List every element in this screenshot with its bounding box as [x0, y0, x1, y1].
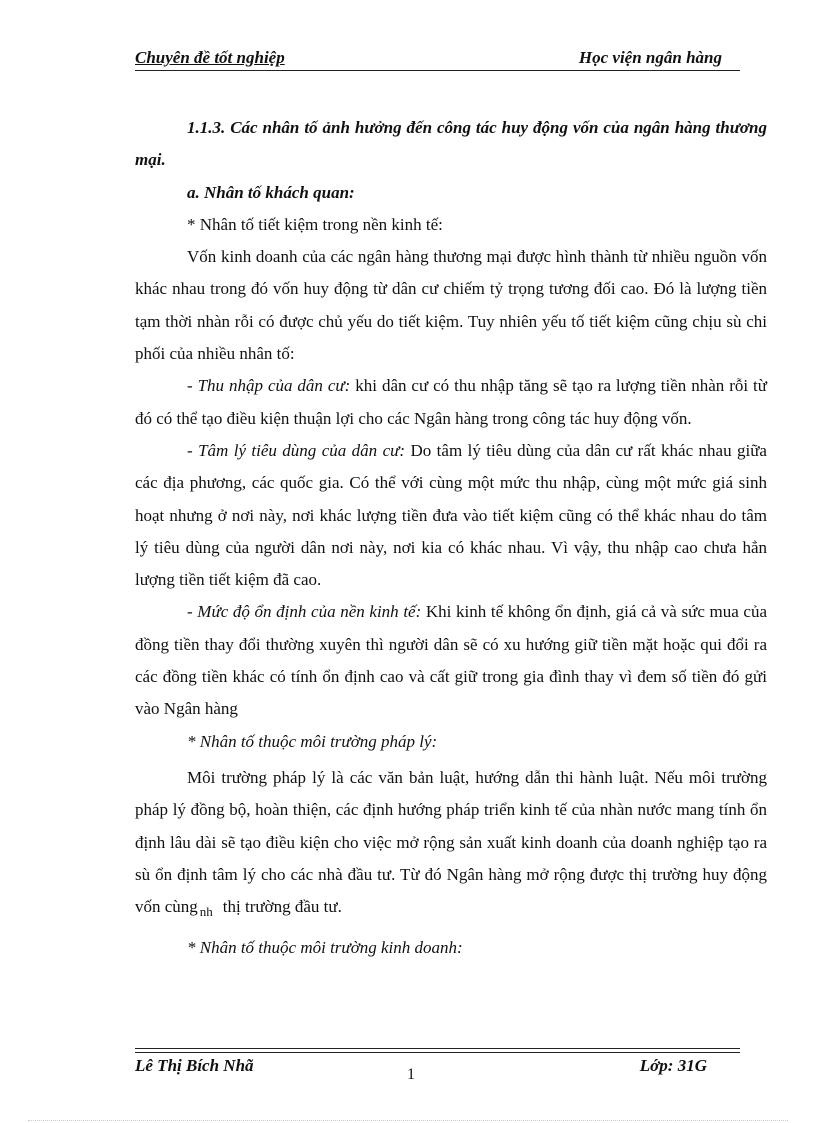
paragraph-consumption-psychology — [135, 435, 767, 596]
page-header — [135, 48, 740, 74]
factor-title-savings: * Nhân tố tiết kiệm trong nền kinh tế: — [187, 214, 443, 234]
label-income: - Thu nhập của dân cư: — [187, 376, 351, 396]
text-income: khi dân cư có thu nhập tăng sẽ tạo ra lượng tiền nhàn rỗi từ đó có thể tạo điều kiện thuận lợi cho các Ngân hàng trong công tác huy động vốn. — [135, 376, 767, 428]
paragraph-legal — [135, 762, 767, 928]
label-economic-stability: - Mức độ ổn định của nền kinh tế: — [187, 602, 422, 622]
text-legal-fragment: nh — [199, 904, 213, 920]
footer-double-rule — [135, 1048, 740, 1053]
text-legal-a: Môi trường pháp lý là các văn bản luật, hướng dẫn thi hành luật. Nếu môi trường pháp lý đồng bộ, hoàn thiện, các định hướng pháp triển kinh tế của nhàn nước mang tính ổn định lâu dài sẽ tạo điều kiện cho việc mở rộng sản xuất kinh doanh của doanh nghiệp tạo ra sù ổn định tâm lý cho các nhà đầu tư. Từ đó Ngân hàng mở rộng được thị trường huy động vốn cùng — [135, 767, 767, 917]
factor-title-legal: * Nhân tố thuộc môi trường pháp lý: — [187, 731, 438, 751]
document-body — [135, 112, 767, 965]
page-footer — [135, 1048, 740, 1088]
text-consumption-psychology: Do tâm lý tiêu dùng của dân cư rất khác nhau giữa các địa phương, các quốc gia. Có thể với cùng một mức thu nhập, cùng một mức giá sinh hoạt nhưng ở nơi này, nơi khác lượng tiền đưa vào tiết kiệm cũng có thể khác nhau do tâm lý tiêu dùng của người dân nơi này, nơi kia có khác nhau. Vì vậy, thu nhập cao chưa hẳn lượng tiền tiết kiệm đã cao. — [135, 440, 767, 590]
text-economic-stability: Khi kinh tế không ổn định, giá cả và sức mua của đồng tiền thay đổi thường xuyên thì người dân sẽ có xu hướng giữ tiền mặt hoặc qui đổi ra các đồng tiền khác có tính ổn định cao và cất giữ trong gia đình thay vì đem số tiền đó gửi vào Ngân hàng — [135, 602, 767, 719]
footer-class: Lớp: 31G — [639, 1056, 707, 1075]
header-thesis-title: Chuyên đề tốt nghiệp — [135, 48, 285, 67]
footer-author: Lê Thị Bích Nhã — [135, 1056, 254, 1075]
page-bottom-divider — [28, 1120, 788, 1121]
page-number: 1 — [407, 1066, 415, 1083]
label-consumption-psychology: - Tâm lý tiêu dùng của dân cư: — [187, 440, 406, 460]
paragraph-income — [135, 370, 767, 435]
section-heading: 1.1.3. Các nhân tố ảnh hưởng đến công tác huy động vốn của ngân hàng thương mại. — [135, 118, 767, 170]
paragraph-economic-stability — [135, 596, 767, 725]
factor-title-business: * Nhân tố thuộc môi trường kinh doanh: — [187, 938, 463, 958]
text-legal-b: thị trường đầu tư. — [222, 897, 342, 917]
header-rule — [135, 70, 740, 71]
subsection-heading: a. Nhân tố khách quan: — [187, 182, 355, 202]
paragraph-savings: Vốn kinh doanh của các ngân hàng thương mại được hình thành từ nhiều nguồn vốn khác nhau trong đó vốn huy động từ dân cư chiếm tỷ trọng tương đối cao. Đó là lượng tiền tạm thời nhàn rỗi có được chủ yếu do tiết kiệm. Tuy nhiên yếu tố tiết kiệm cũng chịu sù chi phối của nhiều nhân tố: — [135, 247, 767, 364]
header-institution: Học viện ngân hàng — [578, 48, 722, 67]
